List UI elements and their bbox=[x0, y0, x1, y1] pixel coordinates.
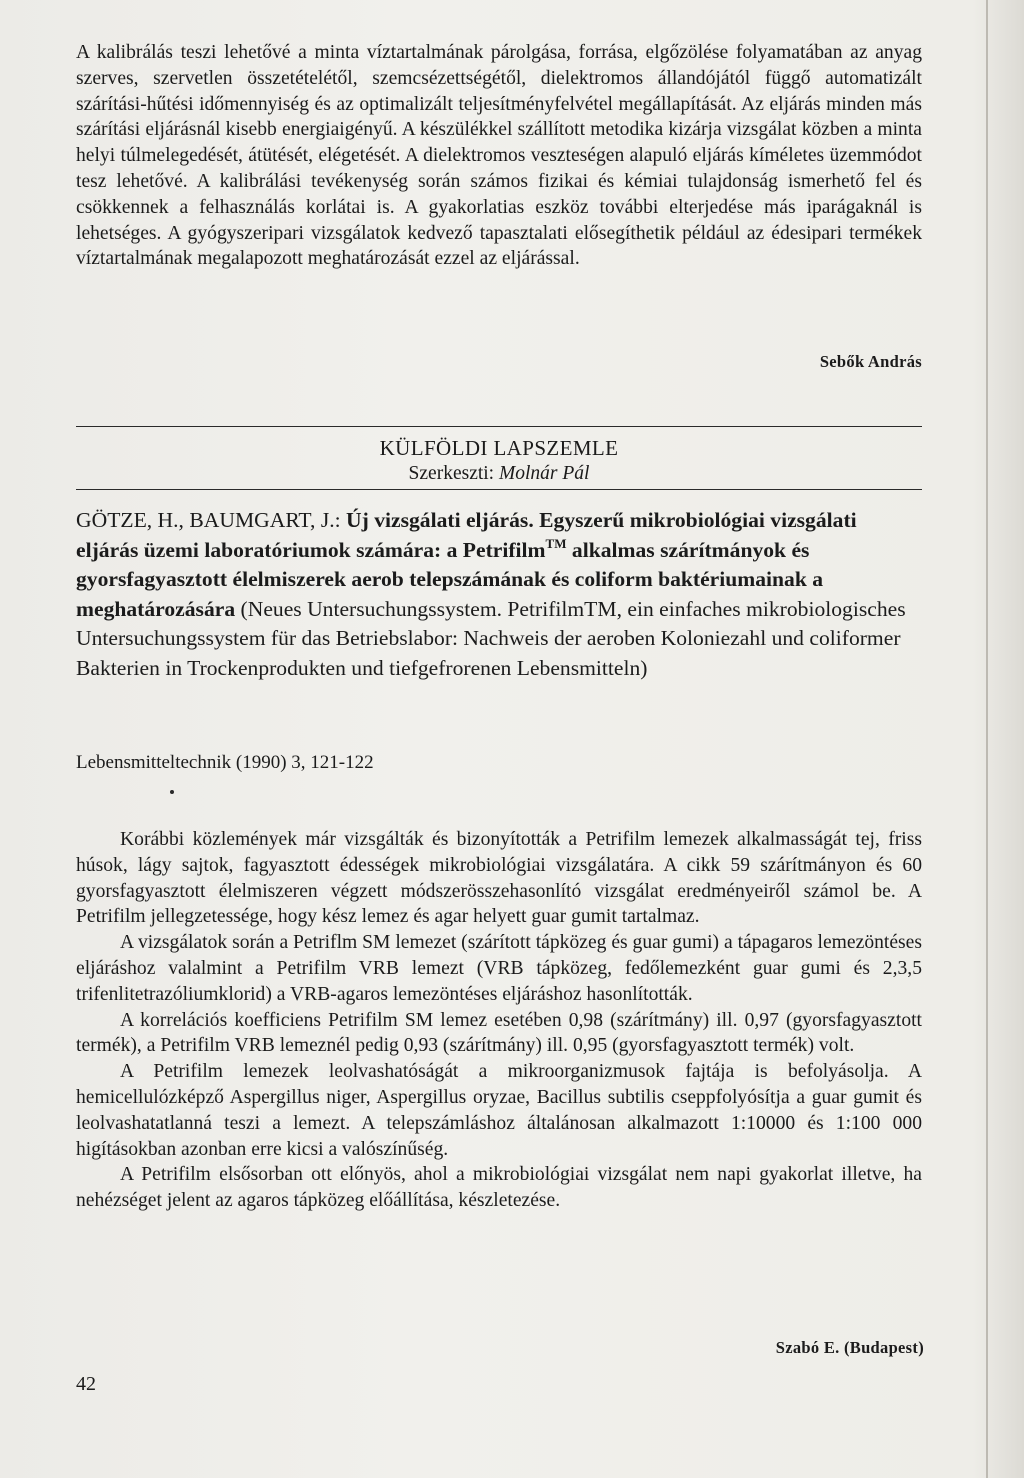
separator-dot bbox=[170, 790, 174, 794]
intro-paragraph: A kalibrálás teszi lehetővé a minta víztartalmának párolgása, forrása, elgőzölése folyamatában az anyag szerves, szervetlen összetételétől, szemcsézettségétől, dielektromos állandójától függő automatizált szárítási-hűtési időmennyiség és az optimalizált teljesítményfelvétel megállapítását. Az eljárás minden más szárítási eljárásnál kisebb energiaigényű. A készülékkel szállított metodika kizárja vizsgálat közben a minta helyi túlmelegedését, átütését, elégetését. A dielektromos veszteségen alapuló eljárás kíméletes üzemmódot tesz lehetővé. A kalibrálási tevékenység során számos fizikai és kémiai tulajdonság ismerhető fel és csökkennek a felhasználás korlátai is. A gyakorlatias eszköz további elterjedése más iparágaknál is lehetséges. A gyógyszeripari vizsgálatok kedvező tapasztalati elősegíthetik például az édesipari termékek víztartalmának megalapozott meghatározását ezzel az eljárással. bbox=[76, 42, 922, 270]
section-header bbox=[76, 436, 922, 486]
body-paragraph: A vizsgálatok során a Petriflm SM lemezet (szárított tápközeg és guar gumi) a tápagaros lemezöntéses eljáráshoz valalmint a Petrifilm VRB lemezt (VRB tápközeg, fedőlemezként guar gumi és 2,3,5 trifenlitetrazóliumklorid) a VRB-agaros lemezöntéses eljáráshoz hasonlították. bbox=[76, 932, 922, 1005]
reference-citation bbox=[76, 506, 922, 683]
reference-journal: Lebensmitteltechnik (1990) 3, 121-122 bbox=[76, 752, 374, 773]
editor-label: Szerkeszti: bbox=[408, 463, 495, 484]
intro-text bbox=[76, 40, 922, 272]
section-title: KÜLFÖLDI LAPSZEMLE bbox=[379, 436, 619, 460]
editor-name: Molnár Pál bbox=[498, 463, 590, 484]
reference-authors: GÖTZE, H., BAUMGART, J.: bbox=[76, 508, 341, 532]
body-paragraph: A korrelációs koefficiens Petrifilm SM lemez esetében 0,98 (szárítmány) ill. 0,97 (gyorsfagyasztott termék), a Petrifilm VRB lemeznél pedig 0,93 (szárítmány) ill. 0,95 (gyorsfagyasztott termék) volt. bbox=[76, 1009, 922, 1057]
abstract-body bbox=[76, 827, 922, 1214]
reference-original-title: (Neues Untersuchungssystem. PetrifilmTM, ein einfaches mikrobiologisches Untersuchungssystem für das Betriebslabor: Nachweis der aeroben Koloniezahl und coliformer Bakterien in Trockenprodukten und tiefgefrorenen Lebensmitteln) bbox=[76, 596, 906, 680]
intro-signature: Sebők András bbox=[819, 352, 922, 371]
body-paragraph: Korábbi közlemények már vizsgálták és bizonyították a Petrifilm lemezek alkalmasságát tej, friss húsok, lágy sajtok, fagyasztott édességek mikrobiológiai vizsgálatára. A cikk 59 szárítmányon és 60 gyorsfagyasztott élelmiszeren végzett módszerösszehasonlító vizsgálat eredményeiről számol be. A Petrifilm jellegzetessége, hogy kész lemez és agar helyett guar gumit tartalmaz. bbox=[76, 829, 922, 928]
trademark-mark: TM bbox=[545, 535, 567, 551]
body-paragraph: A Petrifilm elsősorban ott előnyös, ahol a mikrobiológiai vizsgálat nem napi gyakorlat illetve, ha nehézséget jelent az agaros tápközeg előállítása, készletezése. bbox=[76, 1164, 922, 1212]
reference-title-part1: Új vizsgálati eljárás. Egyszerű mikrobiológiai vizsgálati eljárás üzemi laboratóriumok számára: a Petrifilm bbox=[76, 508, 857, 562]
page-number: 42 bbox=[76, 1373, 96, 1395]
body-signature: Szabó E. (Budapest) bbox=[775, 1338, 924, 1357]
section-rule-bottom bbox=[76, 489, 922, 490]
section-rule-top bbox=[76, 426, 922, 427]
section-editor bbox=[76, 461, 922, 486]
body-paragraph: A Petrifilm lemezek leolvashatóságát a mikroorganizmusok fajtája is befolyásolja. A hemicellulózképző Aspergillus niger, Aspergillus oryzae, Bacillus subtilis cseppfolyósítja a guar gumit és leolvashatatlanná teszi a lemezt. A telepszámláshoz általánosan alkalmazott 1:10000 és 1:100 000 higításokban azonban erre kicsi a valószínűség. bbox=[76, 1061, 922, 1160]
reference-title-part2: alkalmas szárítmányok és gyorsfagyasztott élelmiszerek aerob telepszámának és coliform baktériumainak a meghatározására bbox=[76, 537, 824, 621]
binding-edge-line bbox=[986, 0, 988, 1478]
